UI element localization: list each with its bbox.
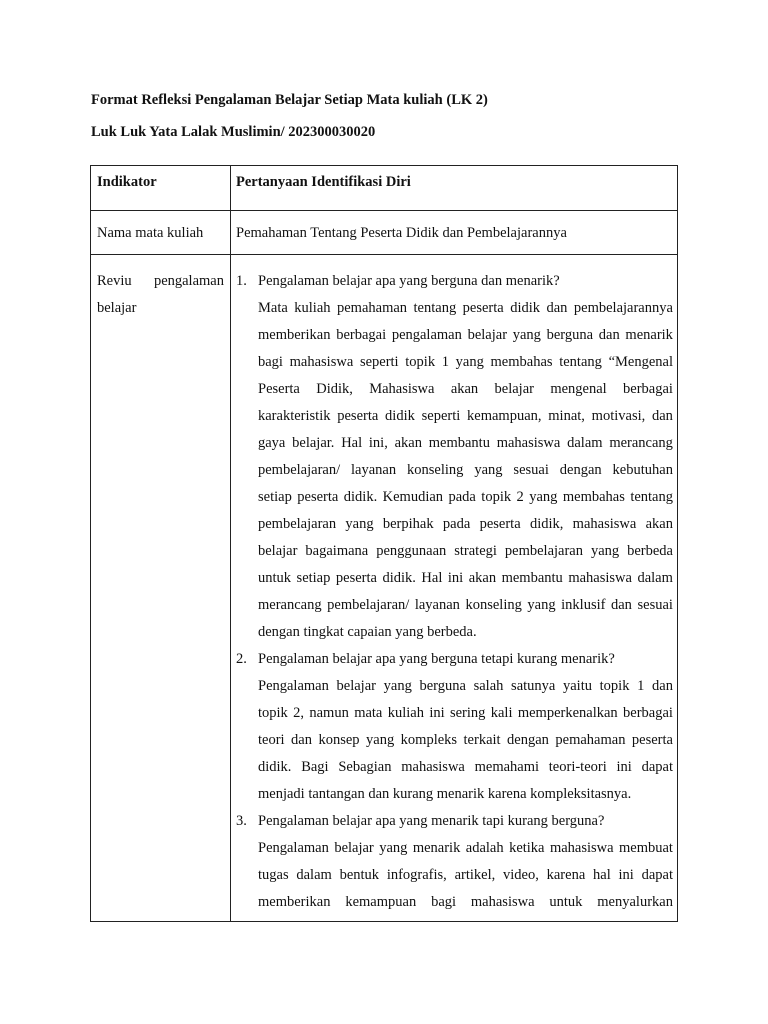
review-label bbox=[97, 268, 224, 322]
course-name-label: Nama mata kuliah bbox=[97, 225, 204, 241]
row-divider bbox=[91, 254, 677, 255]
answer-line: Peserta Didik, Mahasiswa akan belajar mengenal berbagai bbox=[258, 381, 673, 397]
question-number: 1. bbox=[236, 273, 247, 289]
answer-line: pembelajaran yang berpihak pada peserta didik, mahasiswa akan bbox=[258, 516, 673, 532]
review-label-line: belajar bbox=[97, 300, 137, 316]
answer-text bbox=[258, 673, 673, 808]
answer-line: menjadi tantangan dan kurang menarik karena kompleksitasnya. bbox=[258, 786, 632, 802]
answer-line: setiap peserta didik. Kemudian pada topik 2 yang membahas tentang bbox=[258, 489, 673, 505]
document-title: Format Refleksi Pengalaman Belajar Setiap Mata kuliah (LK 2) bbox=[91, 92, 488, 108]
review-label-line: Reviu pengalaman bbox=[97, 273, 224, 289]
question-text: Pengalaman belajar apa yang menarik tapi kurang berguna? bbox=[258, 813, 605, 829]
question-text: Pengalaman belajar apa yang berguna tetapi kurang menarik? bbox=[258, 651, 615, 667]
answer-line: topik 2, namun mata kuliah ini sering kali memperkenalkan berbagai bbox=[258, 705, 673, 721]
answer-line: untuk setiap peserta didik. Hal ini akan membantu mahasiswa dalam bbox=[258, 570, 673, 586]
answer-line: tugas dalam bentuk infografis, artikel, video, karena hal ini dapat bbox=[258, 867, 673, 883]
reflection-table bbox=[90, 165, 678, 922]
answer-line: Mata kuliah pemahaman tentang peserta didik dan pembelajarannya bbox=[258, 300, 673, 316]
course-name-value: Pemahaman Tentang Peserta Didik dan Pembelajarannya bbox=[236, 225, 567, 241]
question-number: 3. bbox=[236, 813, 247, 829]
question-number: 2. bbox=[236, 651, 247, 667]
header-indikator: Indikator bbox=[97, 174, 157, 190]
header-pertanyaan: Pertanyaan Identifikasi Diri bbox=[236, 174, 411, 190]
column-divider bbox=[230, 166, 231, 921]
question-item bbox=[236, 646, 673, 808]
answer-text bbox=[258, 295, 673, 646]
answer-line: Pengalaman belajar yang berguna salah satunya yaitu topik 1 dan bbox=[258, 678, 673, 694]
answer-line: teori dan konsep yang kompleks terkait dengan pemahaman peserta bbox=[258, 732, 673, 748]
answer-line: Pengalaman belajar yang menarik adalah ketika mahasiswa membuat bbox=[258, 840, 673, 856]
answer-line: merancang pembelajaran/ layanan konseling yang inklusif dan sesuai bbox=[258, 597, 673, 613]
answer-line: memberikan berbagai pengalaman belajar yang berguna dan menarik bbox=[258, 327, 673, 343]
answer-line: didik. Bagi Sebagian mahasiswa memahami teori-teori ini dapat bbox=[258, 759, 673, 775]
question-list bbox=[236, 268, 673, 916]
answer-line: bagi mahasiswa seperti topik 1 yang membahas tentang “Mengenal bbox=[258, 354, 673, 370]
question-text: Pengalaman belajar apa yang berguna dan menarik? bbox=[258, 273, 560, 289]
answer-line: dengan tingkat capaian yang berbeda. bbox=[258, 624, 477, 640]
answer-line: karakteristik peserta didik seperti kemampuan, minat, motivasi, dan bbox=[258, 408, 673, 424]
answer-line: belajar bagaimana penggunaan strategi pembelajaran yang berbeda bbox=[258, 543, 673, 559]
question-item bbox=[236, 268, 673, 646]
row-divider bbox=[91, 210, 677, 211]
question-item bbox=[236, 808, 673, 916]
answer-line: gaya belajar. Hal ini, akan membantu mahasiswa dalam merancang bbox=[258, 435, 673, 451]
answer-text bbox=[258, 835, 673, 916]
document-author: Luk Luk Yata Lalak Muslimin/ 202300030020 bbox=[91, 124, 376, 140]
answer-line: memberikan kemampuan bagi mahasiswa untuk menyalurkan bbox=[258, 894, 673, 910]
answer-line: pembelajaran/ layanan konseling yang sesuai dengan kebutuhan bbox=[258, 462, 673, 478]
